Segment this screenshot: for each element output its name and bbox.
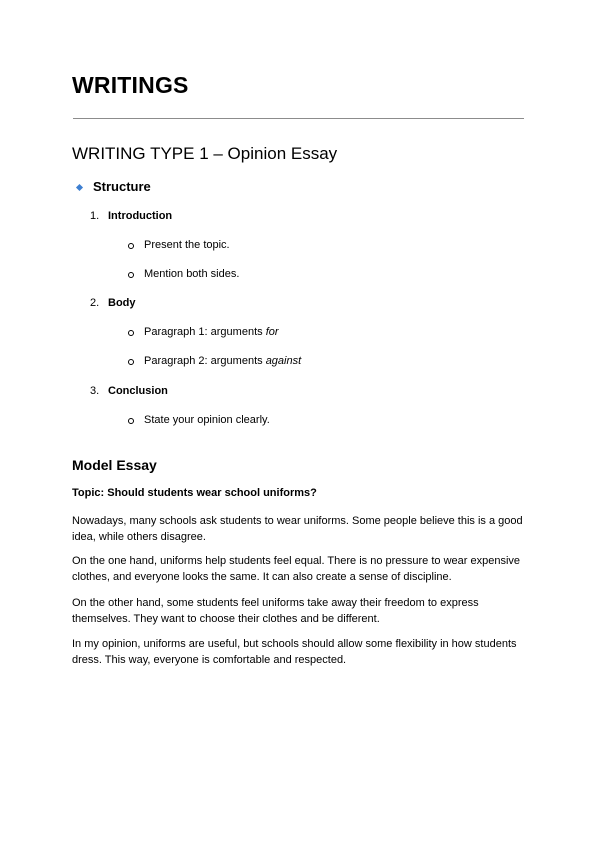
section-title: WRITING TYPE 1 – Opinion Essay [72, 144, 338, 163]
list-label-body: Body [108, 297, 136, 309]
diamond-bullet-icon [76, 184, 83, 191]
sub-item: Paragraph 1: arguments for [144, 326, 279, 338]
essay-paragraph: In my opinion, uniforms are useful, but schools should allow some flexibility in how students dress. This way, everyone is comfortable and respected. [72, 638, 517, 666]
list-label-introduction: Introduction [108, 210, 173, 222]
essay-paragraph: On the other hand, some students feel uniforms take away their freedom to express themselves. They want to choose their clothes and be different. [72, 597, 479, 625]
sub-item: Mention both sides. [144, 268, 240, 280]
essay-paragraph: On the one hand, uniforms help students feel equal. There is no pressure to wear expensive clothes, and everyone looks the same. It can also create a sense of discipline. [72, 555, 521, 583]
emphasis-against: against [265, 355, 302, 367]
model-essay-heading: Model Essay [72, 457, 157, 473]
sub-item: State your opinion clearly. [144, 414, 270, 426]
sub-item: Present the topic. [144, 239, 230, 251]
list-number-introduction: 1. [90, 210, 100, 222]
emphasis-for: for [265, 326, 279, 338]
sub-item: Paragraph 2: arguments against [144, 355, 302, 367]
circle-bullet-icon [128, 359, 134, 365]
essay-paragraph: Nowadays, many schools ask students to wear uniforms. Some people believe this is a good idea, while others disagree. [72, 515, 523, 543]
title-divider [73, 118, 524, 119]
circle-bullet-icon [128, 272, 134, 278]
page-title: WRITINGS [72, 72, 189, 98]
list-label-conclusion: Conclusion [108, 385, 168, 397]
essay-topic: Topic: Should students wear school uniforms? [72, 487, 317, 499]
circle-bullet-icon [128, 418, 134, 424]
structure-heading: Structure [93, 179, 151, 194]
list-number-body: 2. [90, 297, 100, 309]
circle-bullet-icon [128, 330, 134, 336]
list-number-conclusion: 3. [90, 385, 100, 397]
circle-bullet-icon [128, 243, 134, 249]
